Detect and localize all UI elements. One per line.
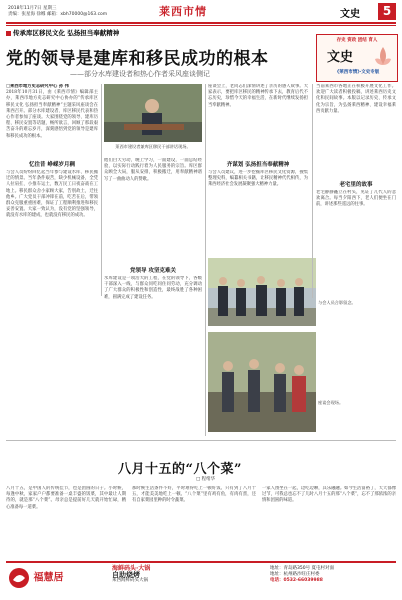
- lotus-icon: [373, 45, 393, 67]
- page-meta: [8, 6, 107, 18]
- article1-col3-body: 与会人员建议，进一步挖掘库区移民文化资源，搜集整理史料，编纂相关书籍，让移民精神代代相传，为莱西经济社会发展凝聚强大精神力量。: [208, 170, 308, 188]
- footer-ad-line1: 自助烧烤: [112, 571, 140, 579]
- date-line: 2018年11月7日 星期三: [8, 6, 57, 11]
- article1-subhead: ——部分水库建设者和热心作者采风座谈侧记: [70, 70, 210, 78]
- article1-col3-text: 座谈会上，老同志们深情讲述了亲历的感人故事。大家表示，要把库区移民的精神传承下去，教育后代不忘历史，珍惜今天的幸福生活，在新时代继续发扬担当奉献精神。: [208, 84, 308, 108]
- footer-contact: [270, 566, 396, 584]
- article2-col1: 八月十五，是中国人的传统佳节，也是团圆的日子。小时候，每逢中秋，家家户户都要准备一桌丰盛的饭菜，其中最让人期待的，就是那“八个菜”。母亲总是提前好几天就开始忙碌，精心准备每一道菜。: [6, 486, 126, 510]
- column-divider: [312, 84, 313, 298]
- meeting-photo-icon: [208, 332, 316, 432]
- photo-meeting: [208, 332, 316, 432]
- article1-col1-subheading: 忆往昔 峥嵘岁月稠: [29, 162, 75, 168]
- article2-col2: 那时候生活条件不好，平时难得吃上一顿好饭。只有到了八月十五，才能美美地吃上一顿。“八个菜”里有鸡有鱼，有肉有蛋，还有自家菜园里种的时令蔬菜。: [132, 486, 256, 504]
- article1-col2-subheading: 党领导 攻坚克难关: [130, 268, 176, 274]
- ad-main-text: 文史: [327, 50, 354, 65]
- column-divider: [205, 84, 206, 436]
- article1-headline: 党的领导是建库和移民成功的根本: [6, 49, 269, 69]
- side-col-text: 当前莱西市各地正在积极开展文化工作。欢迎广大读者积极投稿，讲述莱西历史文化和民间故事。本版以记录历史、传承文化为宗旨，为弘扬莱西精神、建设幸福莱西贡献力量。: [316, 84, 396, 114]
- photo-speaker: [104, 84, 202, 142]
- footer-rule: [6, 561, 396, 563]
- side-col-subheading: 老宅里的故事: [339, 182, 373, 188]
- ad-top-text: 存史 资政 团结 育人: [336, 38, 378, 43]
- photo3-caption: 座谈会现场。: [318, 400, 344, 405]
- speaker-photo-icon: [104, 84, 202, 142]
- footer-address: 地址：青岛路350号 夏屯村对面: [270, 566, 335, 571]
- header-rule: [6, 22, 396, 24]
- section-divider: [6, 440, 396, 441]
- banner-square-icon: [6, 31, 11, 36]
- footer-ad-line2: 莱西海鲜码头大锅: [112, 578, 148, 583]
- article2-col3: 一家人围坐在一起，边吃边聊，其乐融融。如今生活富裕了，天天都像过节，可我总也忘不了儿时八月十五的那“八个菜”，忘不了那浓浓的亲情和团圆的味道。: [262, 486, 396, 504]
- photo-group: [208, 258, 316, 326]
- wenshi-ad-box: [316, 34, 398, 82]
- footer-ad: [112, 566, 262, 594]
- article1-intro-text: 2018年10月31日，由《莱西市情》编辑部主办，莱西市地方史志研究中心协办的“传承库区移民文化 弘扬担当奉献精神”主题采风座谈会在莱西召开。部分水库建设者、库区移民代表和热心作者参加了座谈。大家围绕党的领导、建库历程、移民安置等话题，畅所欲言，回顾了那段艰苦奋斗的难忘岁月，深刻感悟到党的领导是建库和移民成功的根本。: [6, 90, 98, 139]
- editor-line: 责编：张星海 徐娜 邮箱：xbh70000@163.com: [8, 12, 108, 17]
- article1-col2-text: 他们白天劳动，晚上学习，一面建设，一面总结经验，以实际行动践行着为人民服务的宗旨。库区群众顾全大局，服从安排，积极搬迁，用奉献精神谱写了一曲曲动人的赞歌。: [104, 158, 202, 182]
- footer-phone: 电话：0532-66039988: [270, 578, 323, 583]
- article1-col1-body: 与会人员纷纷回忆起当年参与建设水库、移民搬迁的情景。当年条件艰苦，缺少机械设备，全凭人拉肩扛、小推车运土，数万民工日夜奋战在工地上。移民群众舍小家顾大家，告别故土，迁往他乡。广大党员干部冲锋在前，吃苦在后，带领群众克服重重困难，保证了工程顺利推进和移民妥善安置。大家一致认为，没有党的坚强领导，就没有水库的建成，也就没有移民的成功。: [6, 170, 98, 219]
- footer-logo: 福慧居: [8, 567, 63, 589]
- section-banner: 传承库区移民文化 弘扬担当奉献精神: [6, 28, 119, 37]
- header-rule-thin: [6, 25, 396, 26]
- article1-col1-intro: [6, 84, 98, 158]
- dragon-logo-icon: [8, 567, 30, 589]
- ad-bottom-text: 《莱西市情》·文史专版: [334, 70, 380, 75]
- photo1-caption: 莱西市建设者兼库区移民干部讲话现场。: [115, 144, 191, 149]
- photo2-caption: 与会人员合影留念。: [318, 300, 356, 305]
- group-photo-icon: [208, 258, 316, 326]
- article1-col3-subheading: 齐谋划 弘扬担当奉献精神: [226, 162, 290, 168]
- article1-col2-body: 水库建设是一项浩大的工程，在党的领导下，各级干部深入一线，与群众同吃同住同劳动，充分调动了广大群众的积极性和创造性，最终战胜了各种困难，圆满完成了建设任务。: [104, 276, 202, 300]
- footer-address-2: 地址：杭州路沙旺庄村委: [270, 572, 320, 577]
- section-name: 文史: [340, 9, 360, 20]
- article1-byline: □莱西市地方史志研究中心 孙 伟: [6, 84, 69, 89]
- article2-byline: □ 程绪华: [196, 477, 216, 482]
- page-number: 5: [378, 3, 396, 20]
- column-divider: [101, 84, 102, 296]
- article2-headline: 八月十五的“八个菜”: [118, 462, 242, 477]
- side-col-body: 老宅静静矗立在村头，见证了几代人的悲欢离合。每当夕阳西下，老人们便坐在门前，讲述那些遥远的往事。: [316, 190, 396, 208]
- footer-ad-title: 海鲜码头·大锅: [112, 565, 151, 572]
- masthead-title: 莱西市情: [159, 5, 207, 18]
